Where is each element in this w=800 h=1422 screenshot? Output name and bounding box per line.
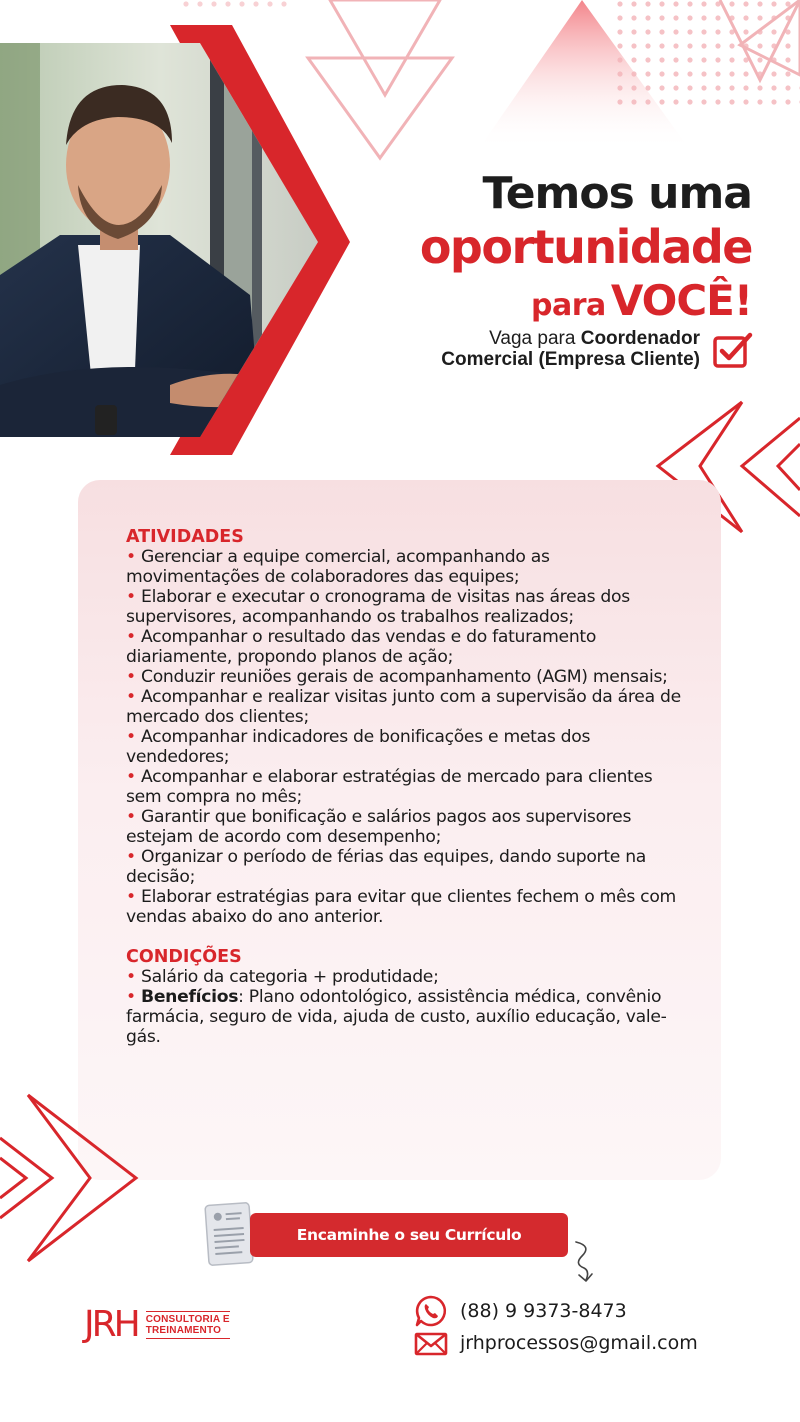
headline-line2: oportunidade	[419, 220, 752, 274]
atividade-item: • Conduzir reuniões gerais de acompanhamento (AGM) mensais;	[126, 667, 668, 687]
send-resume-label: Encaminhe o seu Currículo	[296, 1226, 522, 1244]
atividade-item: • Acompanhar e realizar visitas junto com a supervisão da área de mercado dos clientes;	[126, 687, 681, 727]
atividade-item: • Organizar o período de férias das equipes, dando suporte na decisão;	[126, 847, 647, 887]
curved-arrow-icon	[570, 1238, 602, 1284]
job-title-role-1: Coordenador	[580, 328, 700, 349]
condicao-item: • Salário da categoria + produtidade;	[126, 967, 439, 987]
checkbox-checked-icon	[712, 330, 754, 370]
phone-number: (88) 9 9373-8473	[460, 1300, 627, 1322]
whatsapp-icon	[414, 1294, 448, 1328]
atividade-item: • Garantir que bonificação e salários pagos aos supervisores estejam de acordo com desempenho;	[126, 807, 632, 847]
send-resume-button[interactable]	[250, 1213, 568, 1257]
atividade-item: • Gerenciar a equipe comercial, acompanhando as movimentações de colaboradores das equipes;	[126, 547, 550, 587]
logo-mark: JRH	[84, 1304, 138, 1345]
condicao-item: • Benefícios: Plano odontológico, assistência médica, convênio farmácia, seguro de vida, ajuda de custo, auxílio educação, vale-gás.	[126, 987, 667, 1047]
job-title-prefix: Vaga para	[489, 328, 576, 349]
document-icon	[203, 1201, 255, 1267]
atividade-item: • Elaborar estratégias para evitar que clientes fechem o mês com vendas abaixo do ano anterior.	[126, 887, 676, 927]
hero-photo-frame	[0, 25, 350, 460]
logo-text: CONSULTORIA E TREINAMENTO	[146, 1311, 230, 1339]
job-description-text	[126, 527, 686, 1047]
envelope-icon	[414, 1326, 448, 1360]
headline-para: para	[531, 288, 606, 323]
email-address: jrhprocessos@gmail.com	[460, 1332, 698, 1354]
contact-email[interactable]	[414, 1326, 698, 1360]
atividade-item: • Acompanhar o resultado das vendas e do faturamento diariamente, propondo planos de ação;	[126, 627, 597, 667]
job-title-role-2: Comercial (Empresa Cliente)	[441, 349, 700, 370]
atividades-title: ATIVIDADES	[126, 527, 244, 547]
condicoes-title: CONDIÇÕES	[126, 947, 242, 967]
contact-phone[interactable]	[414, 1294, 627, 1328]
atividade-item: • Acompanhar e elaborar estratégias de mercado para clientes sem compra no mês;	[126, 767, 653, 807]
job-title	[441, 328, 700, 370]
headline-line1: Temos uma	[482, 168, 752, 219]
headline-voce: VOCÊ!	[610, 276, 752, 325]
atividade-item: • Acompanhar indicadores de bonificações e metas dos vendedores;	[126, 727, 591, 767]
company-logo	[84, 1305, 230, 1345]
headline	[420, 168, 752, 337]
atividade-item: • Elaborar e executar o cronograma de visitas nas áreas dos supervisores, acompanhando os trabalhos realizados;	[126, 587, 630, 627]
